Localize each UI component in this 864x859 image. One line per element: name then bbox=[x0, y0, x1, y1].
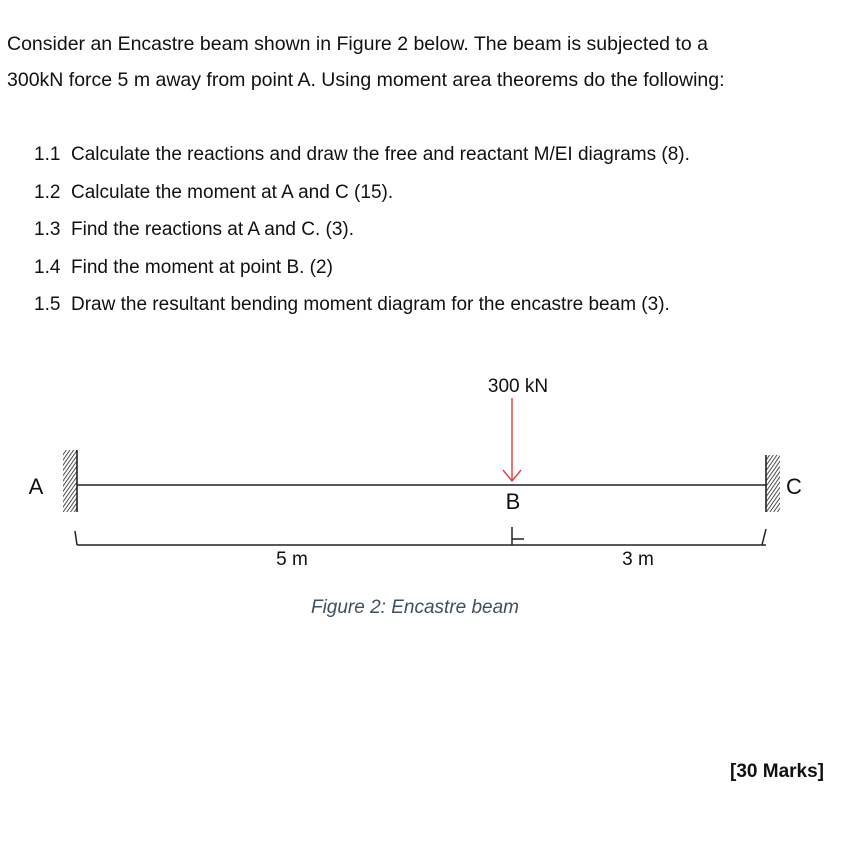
problem-statement bbox=[7, 26, 852, 98]
dimension-line bbox=[75, 527, 766, 545]
load-arrow bbox=[503, 398, 521, 481]
span-label-left: 5 m bbox=[276, 549, 308, 570]
question-item bbox=[34, 211, 690, 249]
point-b-label: B bbox=[505, 489, 521, 514]
problem-statement-line-2: 300kN force 5 m away from point A. Using moment area theorems do the following: bbox=[7, 69, 725, 91]
question-number: 1.4 bbox=[34, 256, 61, 278]
support-c-label: C bbox=[786, 474, 802, 499]
question-item bbox=[34, 286, 690, 324]
fixed-support-left bbox=[63, 450, 77, 512]
question-text: Find the moment at point B. (2) bbox=[71, 256, 333, 278]
problem-statement-line-1: Consider an Encastre beam shown in Figure 2 below. The beam is subjected to a bbox=[7, 33, 708, 55]
load-label: 300 kN bbox=[487, 376, 549, 397]
question-text: Find the reactions at A and C. (3). bbox=[71, 219, 355, 240]
question-number: 1.3 bbox=[34, 219, 61, 240]
figure-caption-text: Figure 2: Encastre beam bbox=[310, 597, 520, 618]
question-item bbox=[34, 249, 690, 287]
support-a-label: A bbox=[28, 474, 44, 499]
question-text: Calculate the moment at A and C (15). bbox=[71, 181, 394, 203]
question-text: Draw the resultant bending moment diagram for the encastre beam (3). bbox=[71, 294, 670, 315]
question-item bbox=[34, 174, 690, 212]
span-label-right: 3 m bbox=[622, 549, 654, 570]
figure-caption bbox=[0, 597, 864, 619]
question-number: 1.5 bbox=[34, 294, 61, 315]
question-item bbox=[34, 136, 690, 174]
question-number: 1.2 bbox=[34, 181, 61, 203]
question-text: Calculate the reactions and draw the free and reactant M/EI diagrams (8). bbox=[71, 144, 690, 165]
total-marks: [30 Marks] bbox=[730, 761, 824, 782]
fixed-support-right bbox=[766, 455, 780, 512]
question-list bbox=[34, 136, 690, 324]
question-number: 1.1 bbox=[34, 144, 61, 165]
